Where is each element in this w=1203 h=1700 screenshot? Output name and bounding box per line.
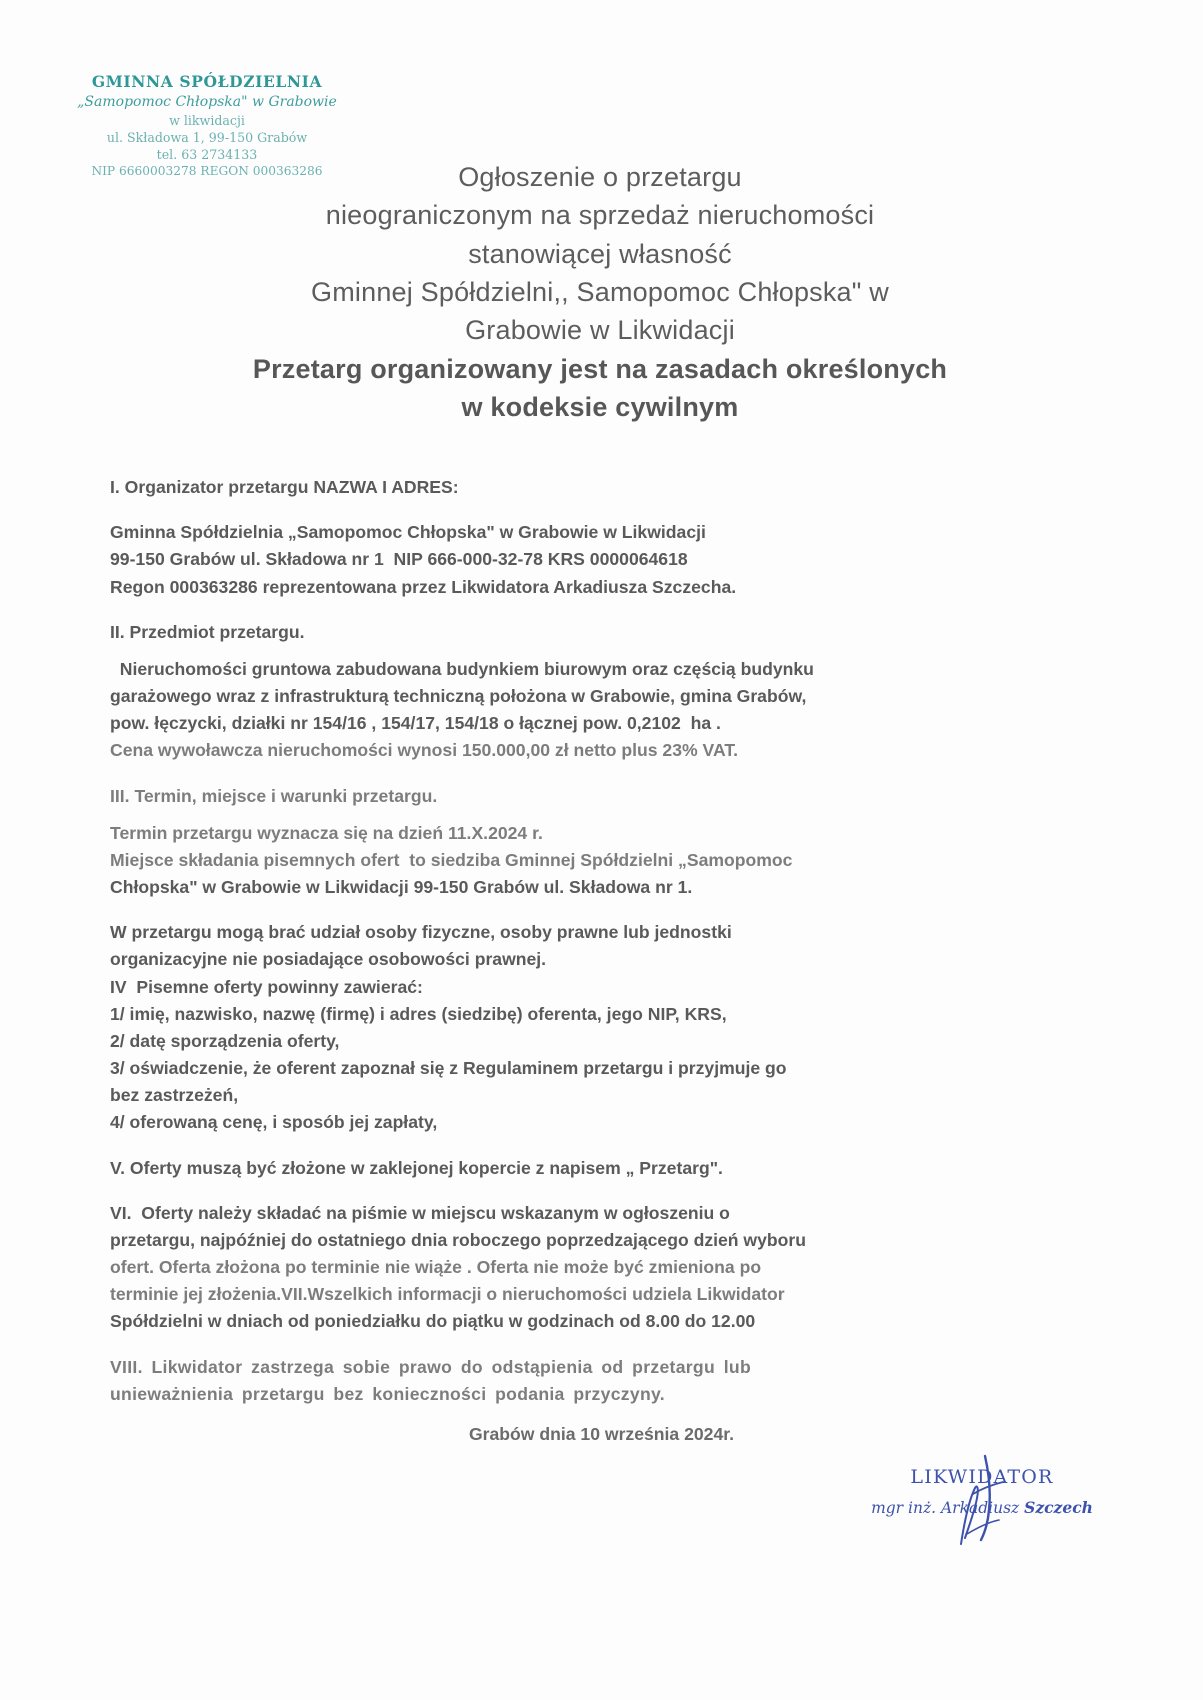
section-3-line-3: Chłopska" w Grabowie w Likwidacji 99-150 Grabów ul. Składowa nr 1.: [110, 877, 693, 898]
section-5-line-1: V. Oferty muszą być złożone w zaklejonej kopercie z napisem „ Przetarg".: [110, 1157, 723, 1178]
letterhead-line-1: GMINNA SPÓŁDZIELNIA: [91, 72, 323, 91]
title-line-1: Ogłoszenie o przetargu: [458, 162, 742, 192]
section-6-line-3: ofert. Oferta złożona po terminie nie wiąże . Oferta nie może być zmieniona po: [110, 1257, 762, 1278]
section-1-heading-block: [110, 474, 1040, 501]
letterhead-line-4: ul. Składowa 1, 99-150 Grabów: [106, 129, 308, 145]
section-2-line-2: garażowego wraz z infrastrukturą techniczną położona w Grabowie, gmina Grabów,: [110, 686, 807, 707]
section-3-line-1: Termin przetargu wyznacza się na dzień 11.X.2024 r.: [110, 822, 543, 843]
section-3-body: [110, 820, 1040, 902]
section-4-line-3: IV Pisemne oferty powinny zawierać:: [110, 976, 423, 997]
title-line-2: nieograniczonym na sprzedaż nieruchomości: [325, 200, 875, 231]
letterhead-line-5: tel. 63 2734133: [156, 146, 258, 162]
section-3-heading-block: [110, 783, 1040, 810]
section-1-body: [110, 519, 1040, 601]
date-line: Grabów dnia 10 września 2024r.: [468, 1424, 734, 1444]
section-4-line-5: 2/ datę sporządzenia oferty,: [110, 1030, 340, 1051]
section-3-heading: III. Termin, miejsce i warunki przetargu.: [110, 785, 438, 806]
section-7-body: [110, 1354, 1040, 1408]
section-1-line-2: 99-150 Grabów ul. Składowa nr 1 NIP 666-000-32-78 KRS 0000064618: [110, 549, 688, 570]
section-6-line-2: przetargu, najpóźniej do ostatniego dnia roboczego poprzedzającego dzień wyboru: [110, 1229, 806, 1250]
section-4-line-8: 4/ oferowaną cenę, i sposób jej zapłaty,: [110, 1112, 438, 1133]
section-2-line-4: Cena wywoławcza nieruchomości wynosi 150.000,00 zł netto plus 23% VAT.: [110, 740, 739, 761]
signature-block: [857, 1466, 1107, 1517]
title-line-4: Gminnej Spółdzielni,, Samopomoc Chłopska" w: [311, 276, 889, 307]
letterhead-line-6: NIP 6660003278 REGON 000363286: [91, 163, 323, 178]
section-2-heading: II. Przedmiot przetargu.: [110, 621, 305, 642]
section-2-body: [110, 656, 1040, 765]
letterhead-line-2: „Samopomoc Chłopska" w Grabowie: [77, 93, 337, 110]
section-6-line-4: terminie jej złożenia.VII.Wszelkich informacji o nieruchomości udziela Likwidator: [110, 1284, 785, 1305]
section-6-line-1: VI. Oferty należy składać na piśmie w miejscu wskazanym w ogłoszeniu o: [110, 1202, 730, 1223]
section-1-heading: I. Organizator przetargu NAZWA I ADRES:: [110, 477, 459, 497]
letterhead-line-3: w likwidacji: [169, 112, 245, 128]
document-body: [110, 474, 1040, 1426]
section-3-line-2: Miejsce składania pisemnych ofert to siedziba Gminnej Spółdzielni „Samopomoc: [110, 849, 793, 870]
section-4-line-2: organizacyjne nie posiadające osobowości prawnej.: [110, 949, 547, 970]
section-4-body: [110, 919, 1040, 1136]
signature-name-surname: Szczech: [1024, 1498, 1093, 1517]
page-title: [120, 158, 1080, 426]
section-1-line-1: Gminna Spółdzielnia „Samopomoc Chłopska" w Grabowie w Likwidacji: [110, 522, 706, 543]
title-line-6: Przetarg organizowany jest na zasadach określonych: [252, 353, 948, 384]
section-4-line-6: 3/ oświadczenie, że oferent zapoznał się z Regulaminem przetargu i przyjmuje go: [110, 1058, 787, 1079]
section-2-heading-block: [110, 619, 1040, 646]
section-6-body: [110, 1200, 1040, 1336]
signature-name: [857, 1498, 1107, 1517]
title-line-7: w kodeksie cywilnym: [461, 391, 739, 422]
section-4-line-4: 1/ imię, nazwisko, nazwę (firmę) i adres (siedzibę) oferenta, jego NIP, KRS,: [110, 1003, 727, 1024]
section-5-body: [110, 1155, 1040, 1182]
section-7-line-1: VIII. Likwidator zastrzega sobie prawo do odstąpienia od przetargu lub: [110, 1356, 751, 1377]
section-2-line-1: Nieruchomości gruntowa zabudowana budynkiem biurowym oraz częścią budynku: [110, 658, 814, 679]
title-line-3: stanowiącej własność: [468, 238, 732, 269]
section-4-line-7: bez zastrzeżeń,: [110, 1085, 239, 1106]
section-7-line-2: unieważnienia przetargu bez konieczności podania przyczyny.: [110, 1383, 665, 1404]
signature-title: LIKWIDATOR: [910, 1466, 1054, 1488]
title-line-5: Grabowie w Likwidacji: [465, 315, 735, 346]
section-4-line-1: W przetargu mogą brać udział osoby fizyczne, osoby prawne lub jednostki: [110, 922, 732, 943]
section-6-line-5: Spółdzielni w dniach od poniedziałku do piątku w godzinach od 8.00 do 12.00: [110, 1311, 756, 1332]
signature-name-prefix: mgr inż. Arkadiusz: [871, 1499, 1025, 1517]
section-2-line-3: pow. łęczycki, działki nr 154/16 , 154/17, 154/18 o łącznej pow. 0,2102 ha .: [110, 713, 721, 734]
section-1-line-3: Regon 000363286 reprezentowana przez Likwidatora Arkadiusza Szczecha.: [110, 576, 737, 597]
